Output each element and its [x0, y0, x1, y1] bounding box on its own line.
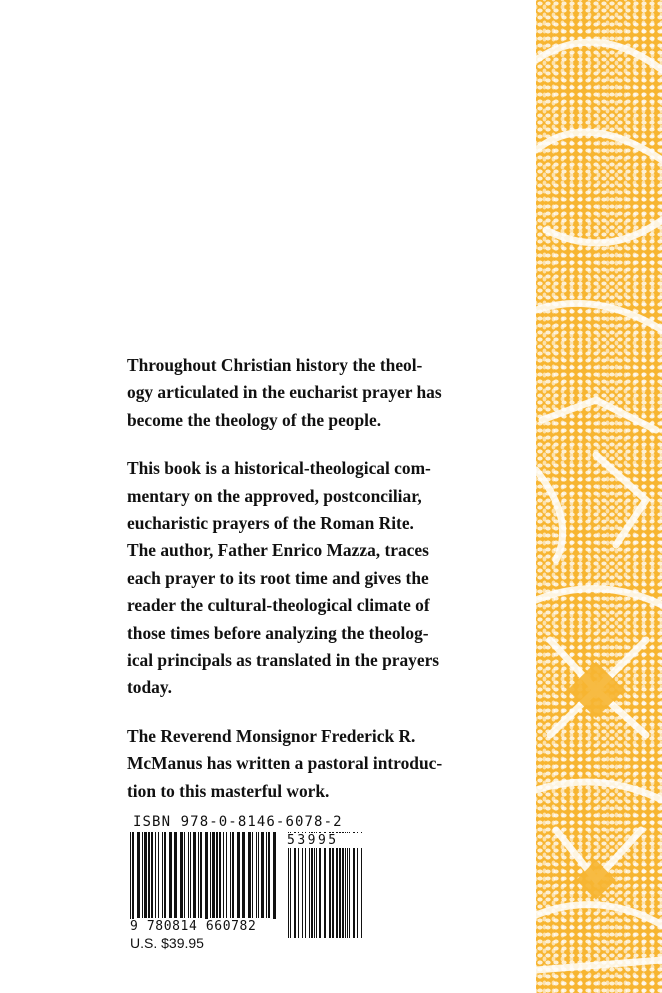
- barcode-bar: [130, 832, 131, 932]
- barcode-bar: [142, 832, 143, 918]
- isbn-label: ISBN 978-0-8146-6078-2: [133, 814, 343, 830]
- barcode-bar: [237, 832, 240, 918]
- barcode-bar: [162, 832, 163, 918]
- blurb-line: reader the cultural-theological climate of: [127, 595, 430, 616]
- blurb: [127, 352, 477, 826]
- barcode-bar: [158, 832, 159, 918]
- barcode-bar: [266, 832, 267, 918]
- barcode-bar: [210, 832, 211, 918]
- barcode-bar: [252, 832, 253, 918]
- barcode-bar: [216, 832, 218, 918]
- barcode-bar: [230, 832, 231, 918]
- barcode-bar: [174, 832, 177, 918]
- barcode-bar: [193, 832, 196, 918]
- barcode-bar: [261, 832, 264, 918]
- barcode-bar: [256, 832, 257, 918]
- barcode-bar: [137, 832, 140, 918]
- mosaic-band: [536, 0, 662, 993]
- barcode-bar: [169, 832, 172, 918]
- mosaic-pattern-icon: [536, 0, 662, 993]
- blurb-line: eucharistic prayers of the Roman Rite.: [127, 513, 414, 534]
- blurb-line: each prayer to its root time and gives the: [127, 567, 429, 588]
- blurb-line: those times before analyzing the theolog-: [127, 622, 429, 643]
- barcode-number: 9 780814 660782: [128, 919, 280, 934]
- barcode-bar: [151, 832, 153, 918]
- barcode-bar: [190, 832, 191, 918]
- blurb-line: ical principals as translated in the prayers: [127, 650, 440, 671]
- blurb-line: The author, Father Enrico Mazza, traces: [127, 540, 429, 561]
- blurb-line: The Reverend Monsignor Frederick R.: [127, 725, 416, 746]
- blurb-paragraph-1: [127, 352, 477, 434]
- blurb-line: ogy articulated in the eucharist prayer has: [127, 382, 442, 403]
- barcode-bar: [226, 832, 227, 918]
- barcode-bar: [268, 832, 270, 918]
- blurb-line: today.: [127, 677, 172, 698]
- barcode-bar: [248, 832, 251, 918]
- supplement-code: 53995: [287, 833, 367, 848]
- blurb-line: Throughout Christian history the theol-: [127, 355, 423, 375]
- price: U.S. $39.95: [130, 935, 204, 951]
- barcode-bar: [132, 832, 134, 932]
- blurb-line: tion to this masterful work.: [127, 780, 330, 801]
- barcode-bar: [198, 832, 199, 918]
- barcode-bar: [144, 832, 147, 918]
- blurb-paragraph-3: [127, 723, 477, 805]
- barcode-bar: [148, 832, 150, 918]
- barcode-bar: [258, 832, 259, 918]
- barcode-bar: [273, 832, 276, 932]
- blurb-line: become the theology of the people.: [127, 409, 382, 430]
- barcode-bar: [164, 832, 166, 918]
- barcode-bar: [232, 832, 234, 918]
- barcode-bar: [155, 832, 156, 918]
- blurb-line: mentary on the approved, postconciliar,: [127, 485, 422, 506]
- blurb-paragraph-2: [127, 455, 477, 702]
- barcode-bar: [184, 832, 185, 918]
- blurb-line: This book is a historical-theological com-: [127, 458, 431, 479]
- barcode-bar: [212, 832, 215, 918]
- barcode-bar: [180, 832, 183, 918]
- barcode-bar: [200, 832, 202, 918]
- blurb-line: McManus has written a pastoral introduc-: [127, 753, 443, 774]
- barcode-bar: [205, 832, 208, 932]
- barcode-bar: [188, 832, 189, 918]
- barcode-bar: [242, 832, 245, 918]
- barcode-bar: [219, 832, 221, 918]
- barcode-bar: [223, 832, 224, 918]
